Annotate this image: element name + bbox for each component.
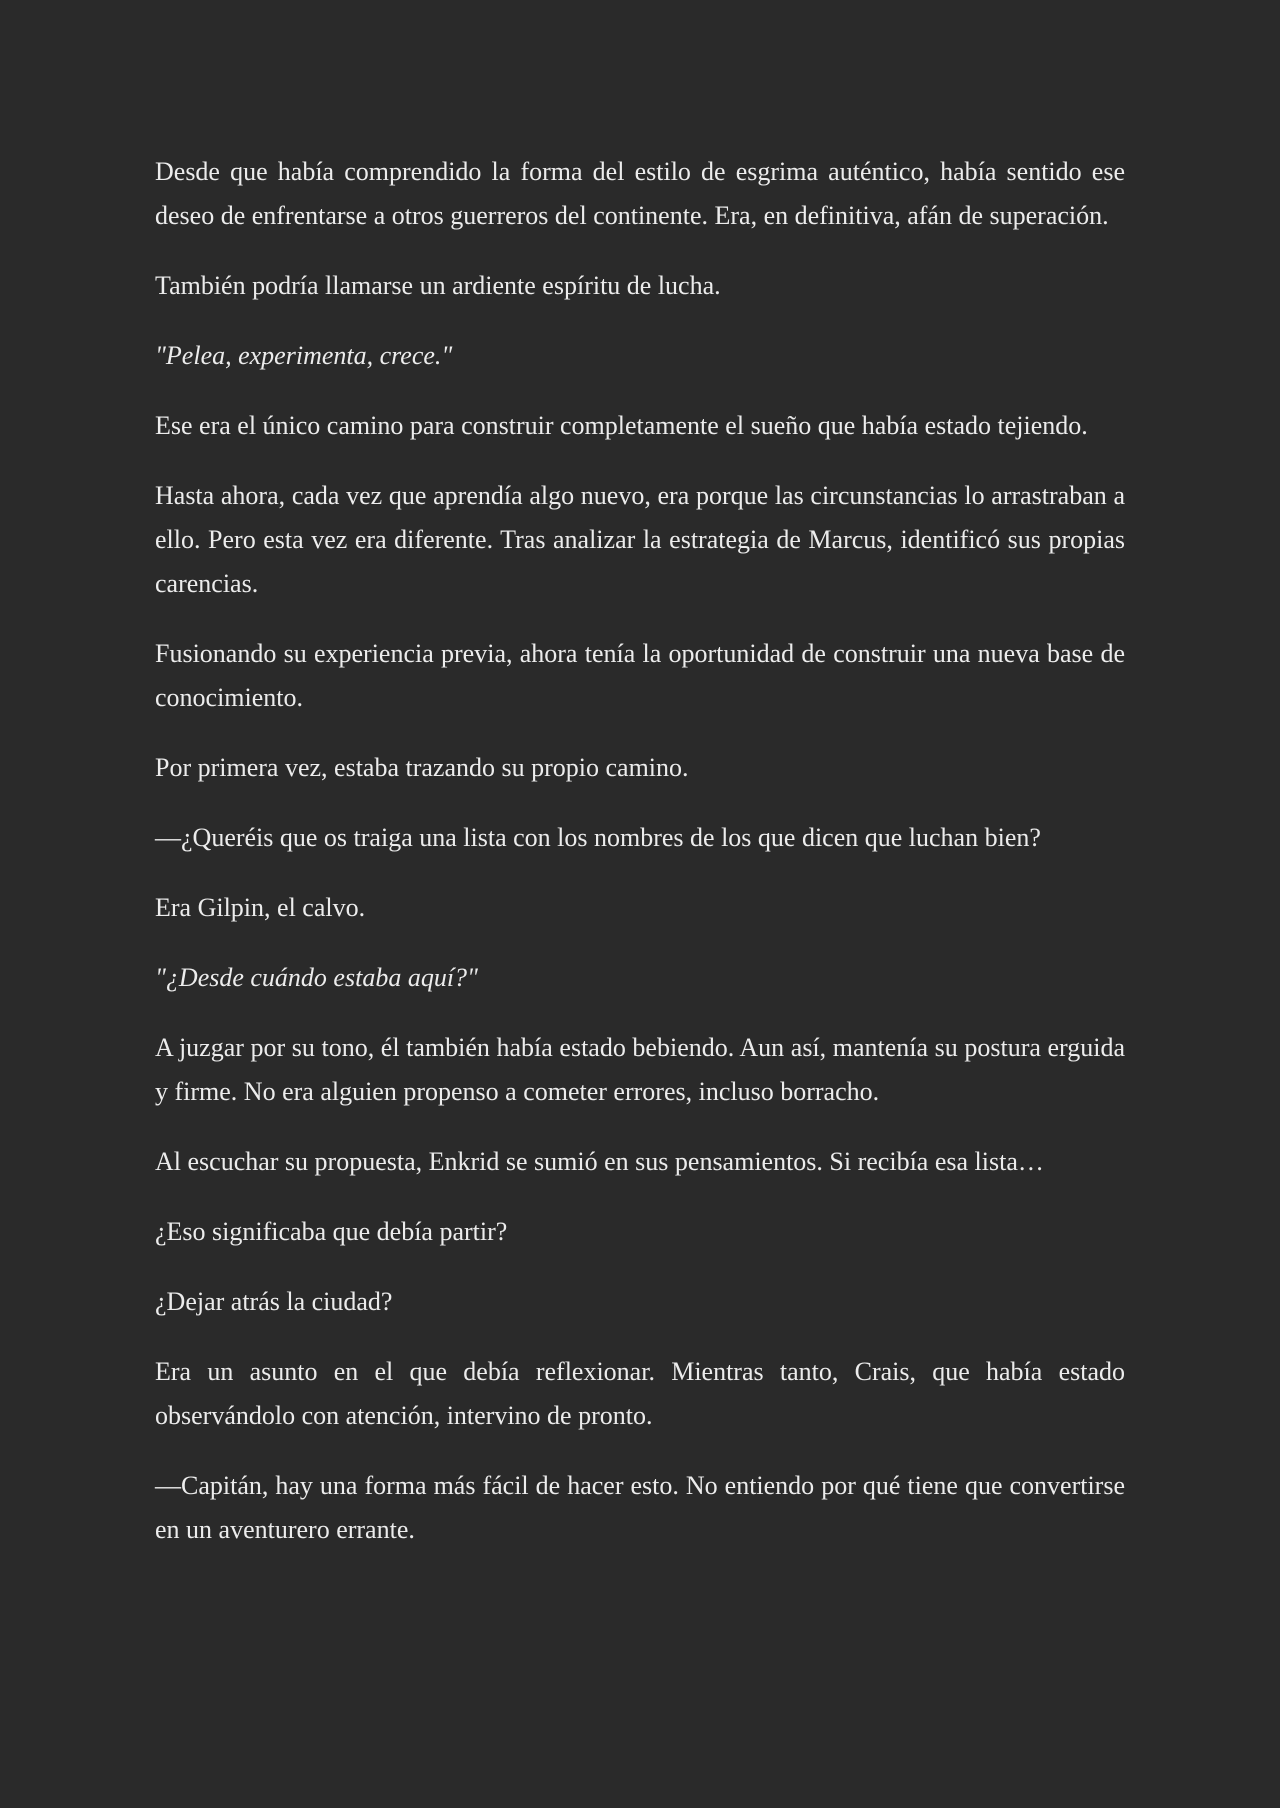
paragraph-2: También podría llamarse un ardiente espíritu de lucha.: [155, 271, 721, 300]
paragraph-4: Ese era el único camino para construir completamente el sueño que había estado tejiendo.: [155, 411, 1088, 440]
paragraph-16-dialogue: —Capitán, hay una forma más fácil de hacer esto. No entiendo por qué tiene que convertirse en un aventurero errante.: [155, 1471, 1125, 1544]
paragraph-1: Desde que había comprendido la forma del estilo de esgrima auténtico, había sentido ese deseo de enfrentarse a otros guerreros del continente. Era, en definitiva, afán de superación.: [155, 157, 1125, 230]
paragraph-6: Fusionando su experiencia previa, ahora tenía la oportunidad de construir una nueva base de conocimiento.: [155, 639, 1125, 712]
reading-page: [155, 150, 1125, 1578]
paragraph-5: Hasta ahora, cada vez que aprendía algo nuevo, era porque las circunstancias lo arrastraban a ello. Pero esta vez era diferente. Tras analizar la estrategia de Marcus, identificó sus propias carencias.: [155, 481, 1125, 598]
paragraph-15: Era un asunto en el que debía reflexionar. Mientras tanto, Crais, que había estado observándolo con atención, intervino de pronto.: [155, 1357, 1125, 1430]
paragraph-9: Era Gilpin, el calvo.: [155, 893, 366, 922]
paragraph-8-dialogue: —¿Queréis que os traiga una lista con los nombres de los que dicen que luchan bien?: [155, 823, 1041, 852]
paragraph-11: A juzgar por su tono, él también había estado bebiendo. Aun así, mantenía su postura erguida y firme. No era alguien propenso a cometer errores, incluso borracho.: [155, 1033, 1125, 1106]
paragraph-3-thought: "Pelea, experimenta, crece.": [155, 341, 453, 370]
paragraph-14: ¿Dejar atrás la ciudad?: [155, 1287, 393, 1316]
paragraph-10-thought: "¿Desde cuándo estaba aquí?": [155, 963, 478, 992]
paragraph-12: Al escuchar su propuesta, Enkrid se sumió en sus pensamientos. Si recibía esa lista…: [155, 1147, 1044, 1176]
paragraph-13: ¿Eso significaba que debía partir?: [155, 1217, 508, 1246]
paragraph-7: Por primera vez, estaba trazando su propio camino.: [155, 753, 689, 782]
